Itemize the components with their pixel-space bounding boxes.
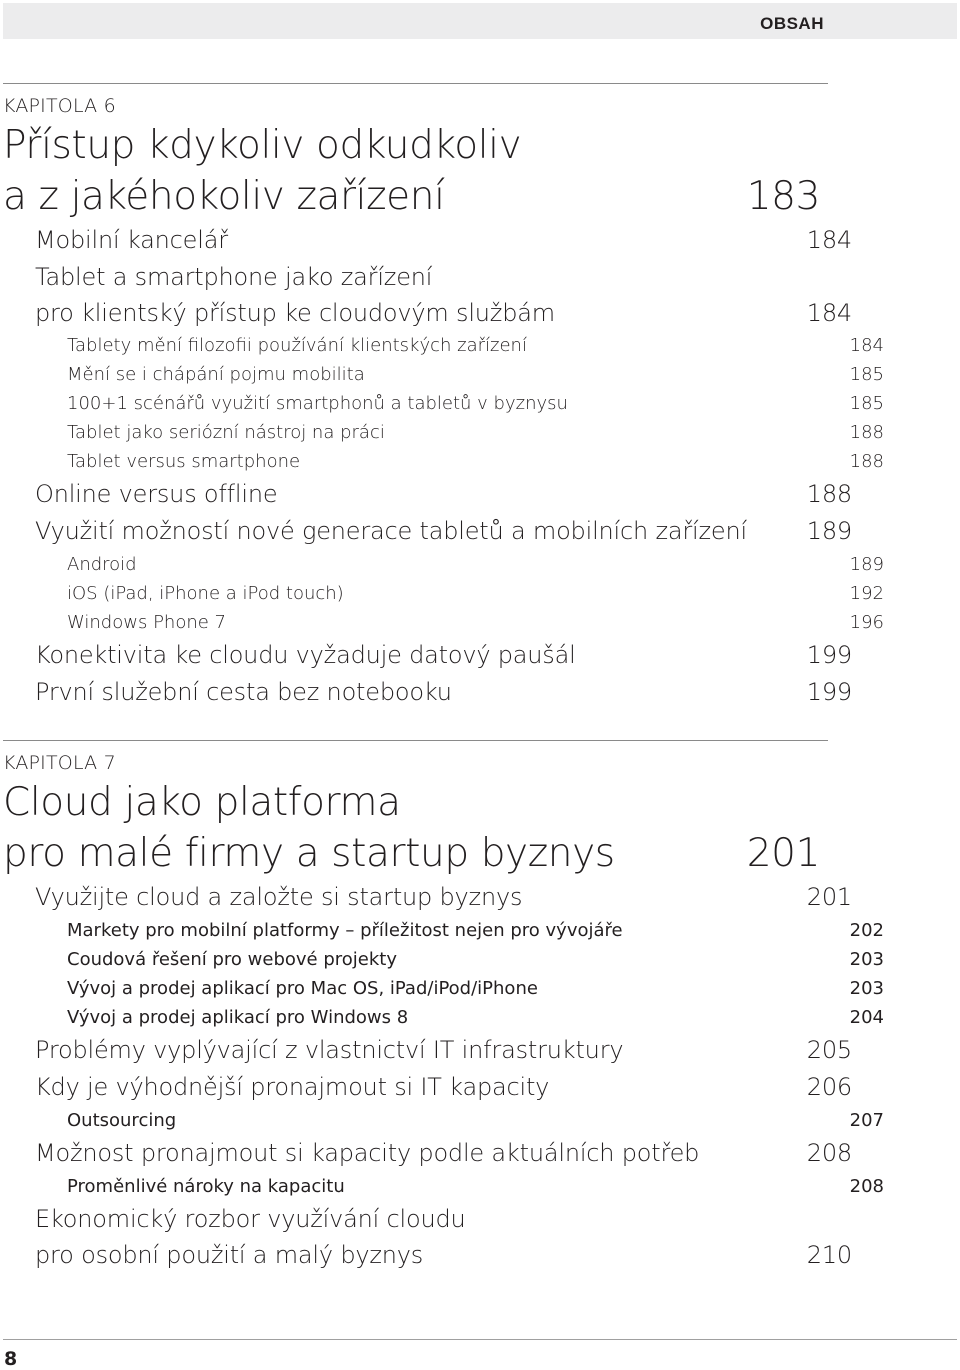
toc-page-number: 208 — [806, 1139, 852, 1167]
toc-entry-title: Markety pro mobilní platformy – příležitost nejen pro vývojáře — [67, 920, 623, 941]
toc-entry[interactable] — [3, 1106, 892, 1135]
toc-page-number: 202 — [849, 920, 884, 941]
toc-entry[interactable] — [3, 608, 892, 637]
toc-entry[interactable] — [3, 550, 892, 579]
chapter-label: KAPITOLA 6 — [3, 95, 116, 117]
toc-entry-title: pro klientský přístup ke cloudovým službám — [35, 299, 555, 327]
toc-entry[interactable] — [3, 916, 892, 945]
toc-entry[interactable] — [3, 259, 860, 331]
toc-entry-title: Mobilní kancelář — [35, 226, 228, 254]
toc-entry-title: Konektivita ke cloudu vyžaduje datový paušál — [35, 641, 576, 669]
toc-page-number: 203 — [849, 949, 884, 970]
toc-entry-title: Využití možností nové generace tabletů a mobilních zařízení — [35, 517, 747, 545]
toc-entry[interactable] — [3, 476, 860, 513]
toc-entry-title: 100+1 scénářů využití smartphonů a tabletů v byznysu — [67, 393, 568, 414]
toc-page-number: 196 — [849, 612, 884, 633]
toc-entry-title: Proměnlivé nároky na kapacitu — [67, 1176, 345, 1197]
toc-page-number: 185 — [849, 364, 884, 385]
toc-entry[interactable] — [3, 222, 860, 259]
toc-entry-title: iOS (iPad, iPhone a iPod touch) — [67, 583, 344, 604]
toc-entry[interactable] — [3, 1135, 860, 1172]
toc-entry[interactable] — [3, 974, 892, 1003]
chapter-divider — [3, 83, 828, 84]
chapter-title-line: pro malé firmy a startup byznys — [3, 831, 615, 876]
toc-entry[interactable] — [3, 418, 892, 447]
toc-entry-title: Kdy je výhodnější pronajmout si IT kapacity — [35, 1073, 550, 1101]
toc-entry-title: Vývoj a prodej aplikací pro Mac OS, iPad/iPod/iPhone — [67, 978, 538, 999]
toc-entry[interactable] — [3, 579, 892, 608]
toc-page-number: 192 — [849, 583, 884, 604]
toc-page-number: 188 — [806, 480, 852, 508]
chapter-title-line: a z jakéhokoliv zařízení — [3, 174, 445, 219]
toc-entry-title: Vývoj a prodej aplikací pro Windows 8 — [67, 1007, 409, 1028]
toc-page-number: 185 — [849, 393, 884, 414]
toc-entry-title: Windows Phone 7 — [67, 612, 227, 633]
toc-entry[interactable] — [3, 945, 892, 974]
toc-page-number: 201 — [806, 883, 852, 911]
chapter-title[interactable] — [3, 777, 828, 879]
toc-page-number: 206 — [806, 1073, 852, 1101]
header-band — [3, 3, 957, 39]
toc-entry[interactable] — [3, 674, 860, 711]
toc-entry-title: Tablet a smartphone jako zařízení — [35, 263, 433, 291]
toc-page-number: 189 — [849, 554, 884, 575]
chapter-label: KAPITOLA 7 — [3, 752, 116, 774]
chapter-page-number: 183 — [746, 174, 820, 219]
toc-page-number: 199 — [806, 678, 852, 706]
toc-entry[interactable] — [3, 331, 892, 360]
toc-entry-title: Online versus offline — [35, 480, 278, 508]
toc-entry[interactable] — [3, 1032, 860, 1069]
toc-entry-title: Tablety mění filozofii používání klientských zařízení — [67, 335, 527, 356]
toc-entry[interactable] — [3, 360, 892, 389]
footer-page-number: 8 — [4, 1348, 18, 1370]
chapter-divider — [3, 740, 828, 741]
toc-entry-title: Využijte cloud a založte si startup byznys — [35, 883, 523, 911]
toc-entry-title: pro osobní použití a malý byznys — [35, 1241, 424, 1269]
toc-page-number: 208 — [849, 1176, 884, 1197]
toc-entry[interactable] — [3, 513, 860, 550]
toc-page-number: 188 — [849, 422, 884, 443]
toc-entry-title: Outsourcing — [67, 1110, 177, 1131]
toc-entry-title: První služební cesta bez notebooku — [35, 678, 452, 706]
toc-entry-title: Ekonomický rozbor využívání cloudu — [35, 1205, 466, 1233]
chapter-page-number: 201 — [746, 831, 820, 876]
header-label: OBSAH — [760, 14, 824, 33]
chapter-title-line: Přístup kdykoliv odkudkoliv — [3, 123, 522, 168]
chapter-7 — [3, 740, 884, 1273]
chapter-title-line: Cloud jako platforma — [3, 780, 401, 825]
toc-page-number: 184 — [806, 299, 852, 327]
toc-entry-title: Tablet jako seriózní nástroj na práci — [67, 422, 385, 443]
toc-entry[interactable] — [3, 1201, 860, 1273]
toc-entries — [3, 222, 884, 711]
chapter-title[interactable] — [3, 120, 828, 222]
toc-entry[interactable] — [3, 1069, 860, 1106]
toc-page-number: 184 — [806, 226, 852, 254]
toc-entry-title: Mění se i chápání pojmu mobilita — [67, 364, 365, 385]
toc-page-number: 203 — [849, 978, 884, 999]
toc-entry[interactable] — [3, 1003, 892, 1032]
toc-page-number: 207 — [849, 1110, 884, 1131]
toc-entry[interactable] — [3, 1172, 892, 1201]
toc-entry[interactable] — [3, 447, 892, 476]
toc-page-number: 199 — [806, 641, 852, 669]
toc-entry[interactable] — [3, 637, 860, 674]
toc-entry-title: Problémy vyplývající z vlastnictví IT infrastruktury — [35, 1036, 624, 1064]
toc-page-number: 189 — [806, 517, 852, 545]
chapter-6 — [3, 83, 884, 711]
toc-entries — [3, 879, 884, 1273]
footer-divider — [3, 1339, 957, 1340]
toc-page-number: 210 — [806, 1241, 852, 1269]
toc-entry[interactable] — [3, 879, 860, 916]
toc-entry-title: Tablet versus smartphone — [67, 451, 301, 472]
toc-page-number: 184 — [849, 335, 884, 356]
toc-entry-title: Možnost pronajmout si kapacity podle aktuálních potřeb — [35, 1139, 700, 1167]
toc-entry-title: Coudová řešení pro webové projekty — [67, 949, 397, 970]
toc-page-number: 205 — [806, 1036, 852, 1064]
toc-page-number: 204 — [849, 1007, 884, 1028]
toc-page-number: 188 — [849, 451, 884, 472]
toc-entry-title: Android — [67, 554, 137, 575]
toc-entry[interactable] — [3, 389, 892, 418]
